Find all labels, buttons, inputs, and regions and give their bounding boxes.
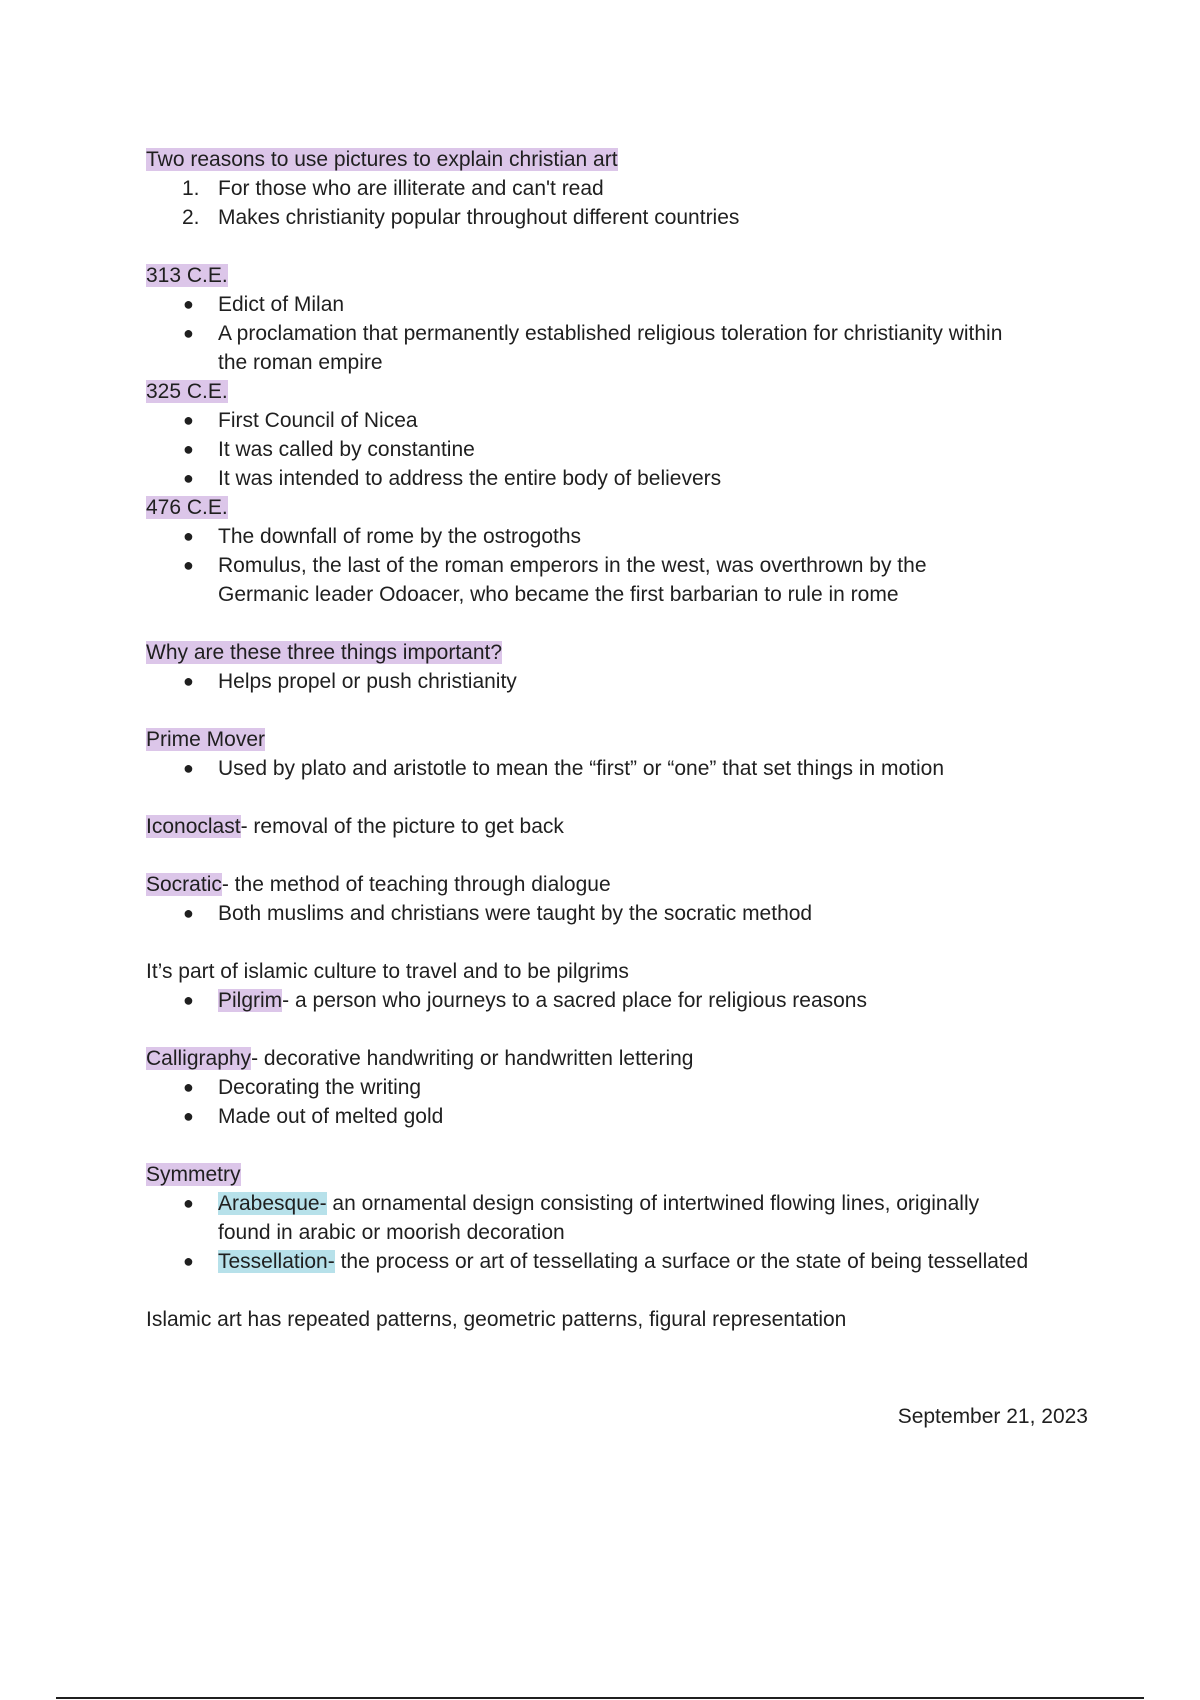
list-item-text: Makes christianity popular throughout different countries (218, 206, 740, 229)
bullet-icon: ● (183, 439, 194, 459)
list-item (146, 986, 1096, 1015)
bullet-icon: ● (183, 1077, 194, 1097)
page-bottom-divider (56, 1697, 1144, 1699)
date-476-section (146, 493, 1096, 609)
socratic-term: Socratic (146, 873, 222, 896)
document-body (146, 145, 1096, 1334)
list-item-text: A proclamation that permanently established religious toleration for christianity within the roman empire (218, 322, 1003, 374)
list-item (146, 406, 1096, 435)
date-476-list (146, 522, 1096, 609)
why-list (146, 667, 1096, 696)
list-item (146, 319, 1096, 377)
iconoclast-section (146, 812, 1096, 841)
calligraphy-section (146, 1044, 1096, 1131)
symmetry-list (146, 1189, 1096, 1276)
islamic-art-text: Islamic art has repeated patterns, geometric patterns, figural representation (146, 1308, 847, 1331)
list-item-text: First Council of Nicea (218, 409, 418, 432)
list-item-text: Edict of Milan (218, 293, 345, 316)
list-item (146, 754, 1096, 783)
arabesque-definition: an ornamental design consisting of intertwined flowing lines, originally found in arabic or moorish decoration (218, 1192, 980, 1244)
bullet-icon: ● (183, 323, 194, 343)
date-476-heading: 476 C.E. (146, 496, 228, 519)
calligraphy-list (146, 1073, 1096, 1131)
pilgrims-text: It’s part of islamic culture to travel and to be pilgrims (146, 960, 629, 983)
bullet-icon: ● (183, 468, 194, 488)
list-item (146, 1073, 1096, 1102)
list-item-text: Helps propel or push christianity (218, 670, 517, 693)
bullet-icon: ● (183, 526, 194, 546)
calligraphy-term: Calligraphy (146, 1047, 252, 1070)
iconoclast-term: Iconoclast (146, 815, 241, 838)
bullet-icon: ● (183, 294, 194, 314)
why-section (146, 638, 1096, 696)
why-heading: Why are these three things important? (146, 641, 503, 664)
symmetry-section (146, 1160, 1096, 1276)
socratic-section (146, 870, 1096, 928)
bullet-icon: ● (183, 410, 194, 430)
bullet-icon: ● (183, 1106, 194, 1126)
socratic-definition: - the method of teaching through dialogue (221, 873, 611, 896)
bullet-icon: ● (183, 758, 194, 778)
islamic-art-section (146, 1305, 1096, 1334)
list-item (146, 464, 1096, 493)
list-item (146, 522, 1096, 551)
bullet-icon: ● (183, 990, 194, 1010)
date-313-section (146, 261, 1096, 377)
list-item (146, 174, 1096, 203)
list-item (146, 1247, 1096, 1276)
prime-mover-heading: Prime Mover (146, 728, 266, 751)
pilgrim-term: Pilgrim (218, 989, 283, 1012)
symmetry-heading: Symmetry (146, 1163, 241, 1186)
list-item-text: Both muslims and christians were taught by the socratic method (218, 902, 813, 925)
date-325-heading: 325 C.E. (146, 380, 228, 403)
list-item-text: It was intended to address the entire body of believers (218, 467, 722, 490)
pilgrims-list (146, 986, 1096, 1015)
calligraphy-definition: - decorative handwriting or handwritten lettering (251, 1047, 694, 1070)
tessellation-term: Tessellation- (218, 1250, 335, 1273)
list-item (146, 203, 1096, 232)
prime-mover-section (146, 725, 1096, 783)
list-item (146, 551, 1096, 609)
prime-mover-list (146, 754, 1096, 783)
date-313-list (146, 290, 1096, 377)
list-item (146, 667, 1096, 696)
date-325-section (146, 377, 1096, 493)
list-number: 1. (182, 177, 200, 200)
bullet-icon: ● (183, 1251, 194, 1271)
list-item (146, 435, 1096, 464)
list-item (146, 899, 1096, 928)
list-item-text: The downfall of rome by the ostrogoths (218, 525, 582, 548)
bullet-icon: ● (183, 671, 194, 691)
list-number: 2. (182, 206, 200, 229)
date-313-heading: 313 C.E. (146, 264, 228, 287)
list-item (146, 290, 1096, 319)
pilgrims-section (146, 957, 1096, 1015)
list-item (146, 1102, 1096, 1131)
reasons-section (146, 145, 1096, 232)
reasons-heading: Two reasons to use pictures to explain christian art (146, 148, 618, 171)
socratic-list (146, 899, 1096, 928)
iconoclast-definition: - removal of the picture to get back (240, 815, 564, 838)
list-item-text: Decorating the writing (218, 1076, 422, 1099)
date-325-list (146, 406, 1096, 493)
document-date: September 21, 2023 (897, 1405, 1088, 1428)
bullet-icon: ● (183, 555, 194, 575)
bullet-icon: ● (183, 1193, 194, 1213)
list-item-text: For those who are illiterate and can't read (218, 177, 604, 200)
arabesque-term: Arabesque- (218, 1192, 327, 1215)
reasons-list (146, 174, 1096, 232)
tessellation-definition: the process or art of tessellating a surface or the state of being tessellated (334, 1250, 1029, 1273)
pilgrim-definition: - a person who journeys to a sacred place for religious reasons (282, 989, 867, 1012)
list-item-text: Romulus, the last of the roman emperors in the west, was overthrown by the Germanic leader Odoacer, who became the first barbarian to rule in rome (218, 554, 927, 606)
bullet-icon: ● (183, 903, 194, 923)
list-item-text: It was called by constantine (218, 438, 475, 461)
list-item-text: Made out of melted gold (218, 1105, 444, 1128)
list-item-text: Used by plato and aristotle to mean the “first” or “one” that set things in motion (218, 757, 945, 780)
list-item (146, 1189, 1096, 1247)
